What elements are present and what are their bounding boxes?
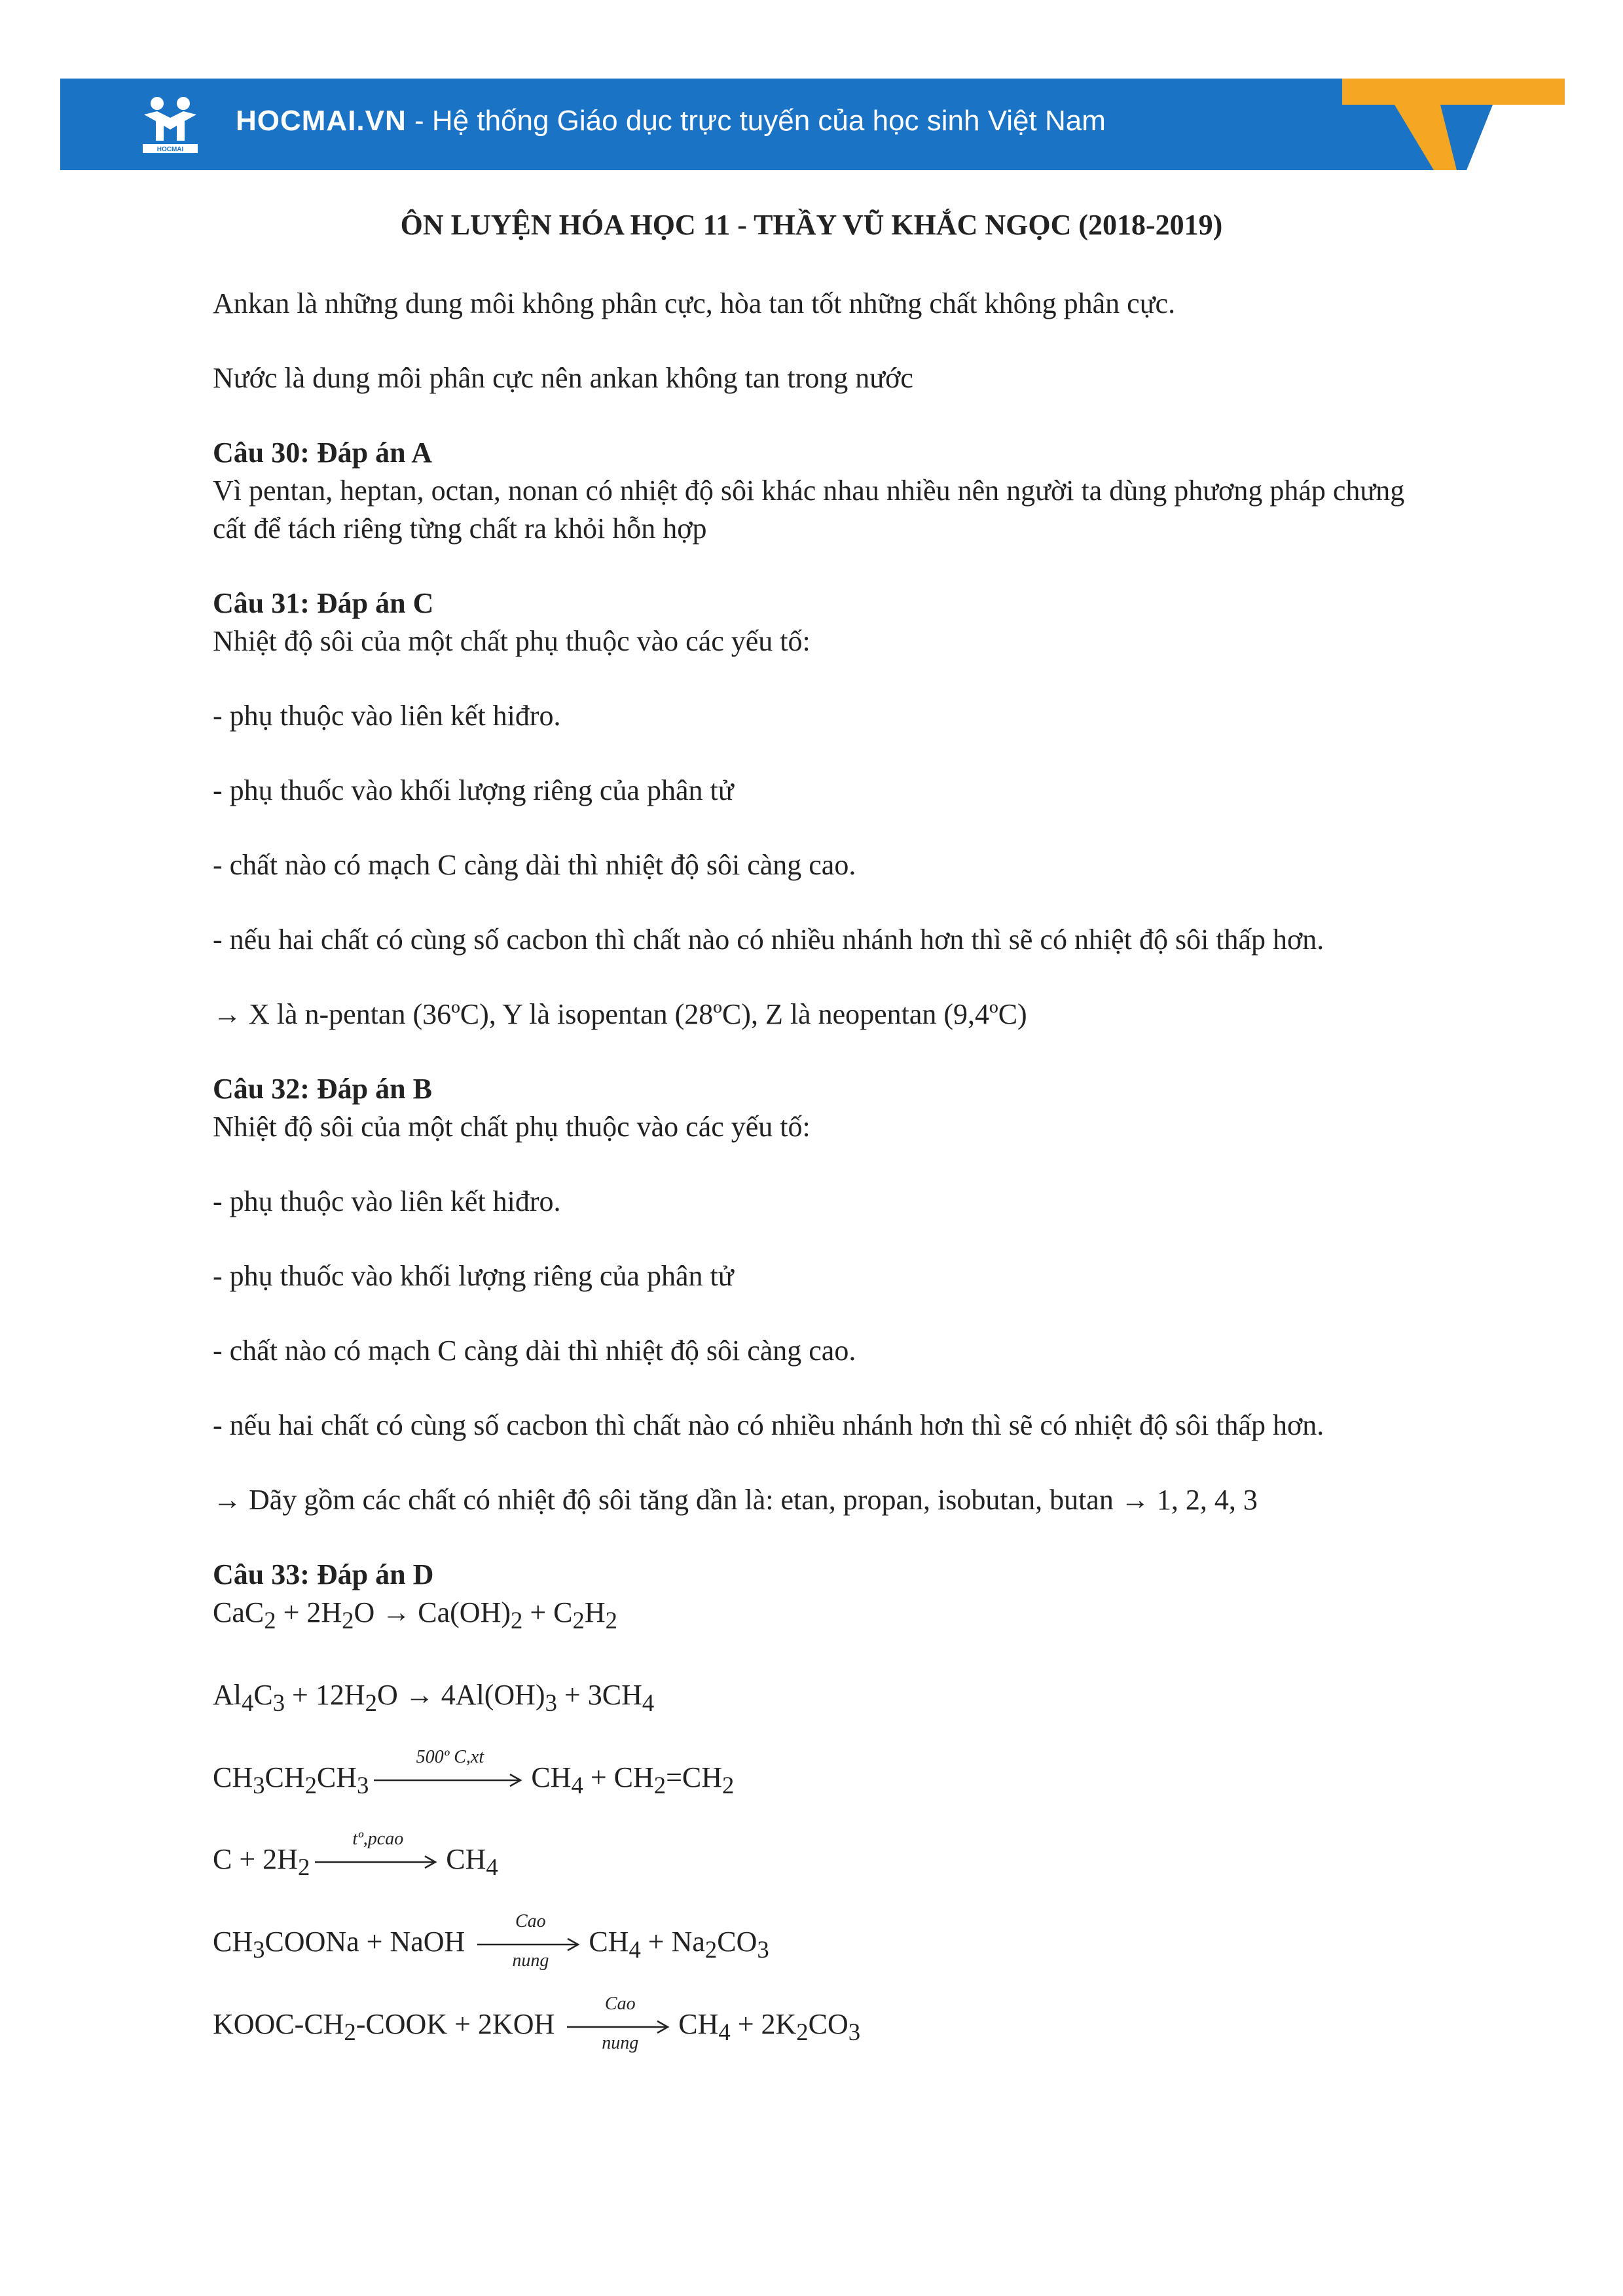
reaction-condition-top: Cao xyxy=(515,1911,546,1932)
q32-item-1: - phụ thuộc vào liên kết hiđro. xyxy=(213,1185,561,1217)
q31-item-4: - nếu hai chất có cùng số cacbon thì chất nào có nhiều nhánh hơn thì sẽ có nhiệt độ sôi thấp hơn. xyxy=(213,924,1324,956)
q31-conclusion: → X là n-pentan (36ºC), Y là isopentan (28ºC), Z là neopentan (9,4ºC) xyxy=(213,998,1027,1030)
reaction-arrow xyxy=(564,1993,676,2053)
intro-paragraph-1: Ankan là những dung môi không phân cực, hòa tan tốt những chất không phân cực. xyxy=(213,287,1176,319)
banner-tagline: - Hệ thống Giáo dục trực tuyến của học sinh Việt Nam xyxy=(406,105,1106,137)
q31-item-1: - phụ thuộc vào liên kết hiđro. xyxy=(213,700,561,732)
reaction-condition: 500º C,xt xyxy=(416,1746,484,1767)
equation-5: $CH_3COONa$ + NaOH Cao nung $CH_4 + Na_2CO_3$ xyxy=(213,1911,769,1971)
q31-heading: Câu 31: Đáp án C xyxy=(213,587,434,619)
q30-text: Vì pentan, heptan, octan, nonan có nhiệt độ sôi khác nhau nhiều nên người ta dùng phương pháp chưng cất để tách riêng từng chất ra khỏi hỗn hợp xyxy=(213,475,1405,545)
q32-item-3: - chất nào có mạch C càng dài thì nhiệt độ sôi càng cao. xyxy=(213,1335,856,1367)
q31-lead: Nhiệt độ sôi của một chất phụ thuộc vào các yếu tố: xyxy=(213,625,811,657)
reaction-arrow xyxy=(312,1829,443,1870)
q30-heading: Câu 30: Đáp án A xyxy=(213,437,432,469)
q31-item-3: - chất nào có mạch C càng dài thì nhiệt độ sôi càng cao. xyxy=(213,849,856,881)
q32-item-4: - nếu hai chất có cùng số cacbon thì chất nào có nhiều nhánh hơn thì sẽ có nhiệt độ sôi thấp hơn. xyxy=(213,1409,1324,1441)
reaction-arrow xyxy=(475,1911,586,1971)
intro-paragraph-2: Nước là dung môi phân cực nên ankan không tan trong nước xyxy=(213,362,913,394)
document-title: ÔN LUYỆN HÓA HỌC 11 - THẦY VŨ KHẮC NGỌC (2018-2019) xyxy=(400,209,1223,241)
reaction-condition: tº,pcao xyxy=(352,1829,404,1850)
banner-text xyxy=(236,105,1106,137)
reaction-condition-bottom: nung xyxy=(512,1950,549,1971)
equation-6: KOOC-$CH_2$-COOK + 2KOH Cao nung $CH_4 + 2K_2CO_3$ xyxy=(213,1993,861,2053)
arrow-right-icon xyxy=(371,1772,528,1788)
reaction-condition-top: Cao xyxy=(604,1993,636,2014)
q32-conclusion: → Dãy gồm các chất có nhiệt độ sôi tăng dần là: etan, propan, isobutan, butan → 1, 2, 4, 3 xyxy=(213,1484,1258,1516)
svg-text:HOCMAI: HOCMAI xyxy=(156,146,184,153)
equation-1: $CaC_2 + 2H_2O \to Ca(OH)_2 + C_2H_2$ xyxy=(213,1596,617,1634)
q33-heading: Câu 33: Đáp án D xyxy=(213,1558,434,1590)
equation-3: $CH_3CH_2CH_3$ 500º C,xt $CH_4 + CH_2=CH_2$ xyxy=(213,1746,735,1799)
reaction-condition-bottom: nung xyxy=(602,2032,639,2053)
hocmai-logo-icon xyxy=(137,92,203,157)
arrow-right-icon xyxy=(312,1854,443,1870)
equation-2: $Al_4C_3 + 12H_2O \to 4Al(OH)_3 + 3CH_4$ xyxy=(213,1678,655,1716)
q32-item-2: - phụ thuốc vào khối lượng riêng của phân tử xyxy=(213,1260,734,1292)
document-body xyxy=(213,285,1417,2088)
brand-name[interactable]: HOCMAI.VN xyxy=(236,105,407,137)
q31-item-2: - phụ thuốc vào khối lượng riêng của phân tử xyxy=(213,774,734,806)
equation-4: $C + 2H_2$ tº,pcao $CH_4$ xyxy=(213,1829,498,1881)
reaction-arrow xyxy=(371,1746,528,1788)
q32-lead: Nhiệt độ sôi của một chất phụ thuộc vào các yếu tố: xyxy=(213,1111,811,1143)
banner-accent-shape xyxy=(1342,79,1565,170)
q32-heading: Câu 32: Đáp án B xyxy=(213,1073,432,1105)
